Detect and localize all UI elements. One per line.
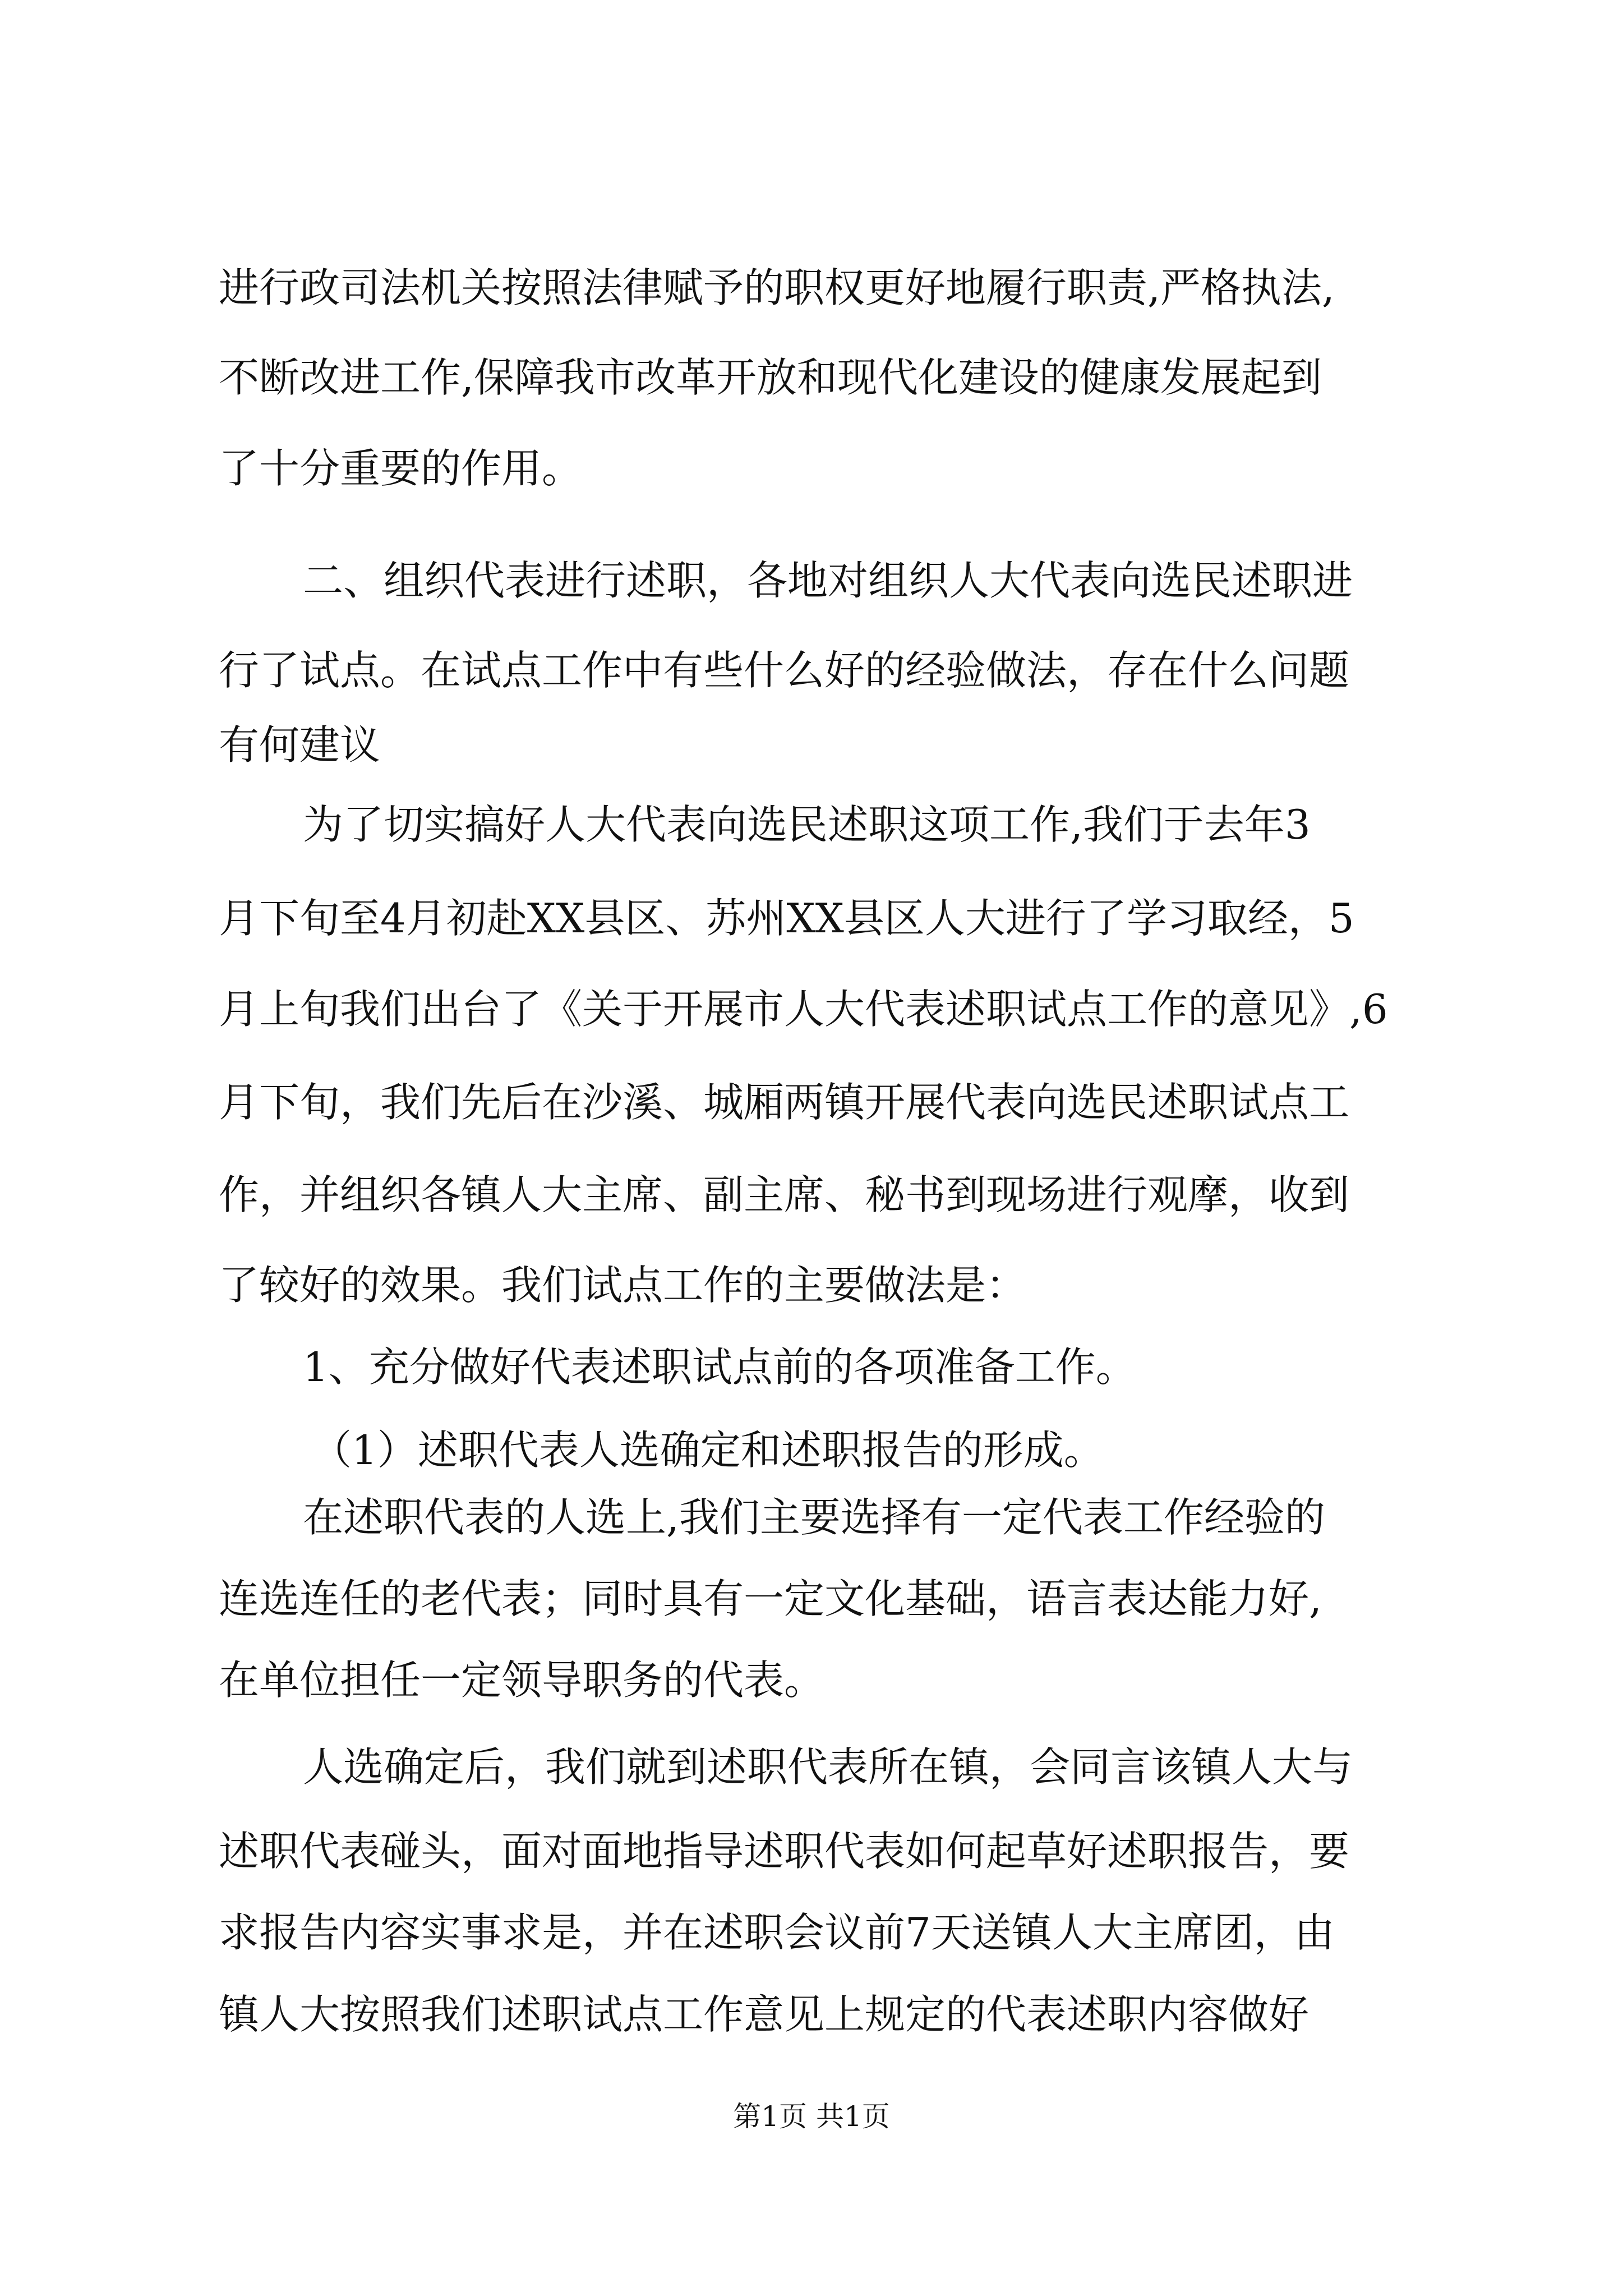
- text-line: 了十分重要的作用。: [219, 445, 583, 492]
- text-line: 了较好的效果。我们试点工作的主要做法是：: [219, 1262, 1027, 1309]
- text-line: 月下旬至4月初赴XX县区、苏州XX县区人大进行了学习取经，5: [219, 895, 1354, 942]
- text-line: 为了切实搞好人大代表向选民述职这项工作,我们于去年3: [303, 801, 1311, 848]
- text-line: （1）述职代表人选确定和述职报告的形成。: [311, 1427, 1104, 1474]
- text-line: 1、充分做好代表述职试点前的各项准备工作。: [303, 1343, 1136, 1391]
- text-line: 述职代表碰头，面对面地指导述职代表如何起草好述职报告，要: [219, 1828, 1350, 1875]
- page-footer: 第1页 共1页: [733, 2100, 890, 2133]
- text-line: 作，并组织各镇人大主席、副主席、秘书到现场进行观摩，收到: [219, 1171, 1350, 1218]
- text-line: 月下旬，我们先后在沙溪、城厢两镇开展代表向选民述职试点工: [219, 1079, 1350, 1126]
- text-line: 不断改进工作,保障我市改革开放和现代化建设的健康发展起到: [219, 354, 1322, 401]
- text-line: 行了试点。在试点工作中有些什么好的经验做法，存在什么问题: [219, 647, 1350, 694]
- text-line: 镇人大按照我们述职试点工作意见上规定的代表述职内容做好: [219, 1991, 1310, 2038]
- text-line: 在单位担任一定领导职务的代表。: [219, 1657, 825, 1704]
- text-line: 在述职代表的人选上,我们主要选择有一定代表工作经验的: [303, 1494, 1325, 1541]
- text-line: 有何建议: [219, 721, 381, 769]
- text-line: 月上旬我们出台了《关于开展市人大代表述职试点工作的意见》,6: [219, 986, 1388, 1033]
- text-line: 进行政司法机关按照法律赋予的职权更好地履行职责,严格执法,: [219, 264, 1335, 311]
- text-line: 求报告内容实事求是，并在述职会议前7天送镇人大主席团，由: [219, 1909, 1335, 1956]
- text-line: 二、组织代表进行述职，各地对组织人大代表向选民述职进: [303, 557, 1353, 604]
- text-line: 人选确定后，我们就到述职代表所在镇，会同言该镇人大与: [303, 1743, 1353, 1791]
- text-line: 连选连任的老代表；同时具有一定文化基础，语言表达能力好,: [219, 1575, 1322, 1622]
